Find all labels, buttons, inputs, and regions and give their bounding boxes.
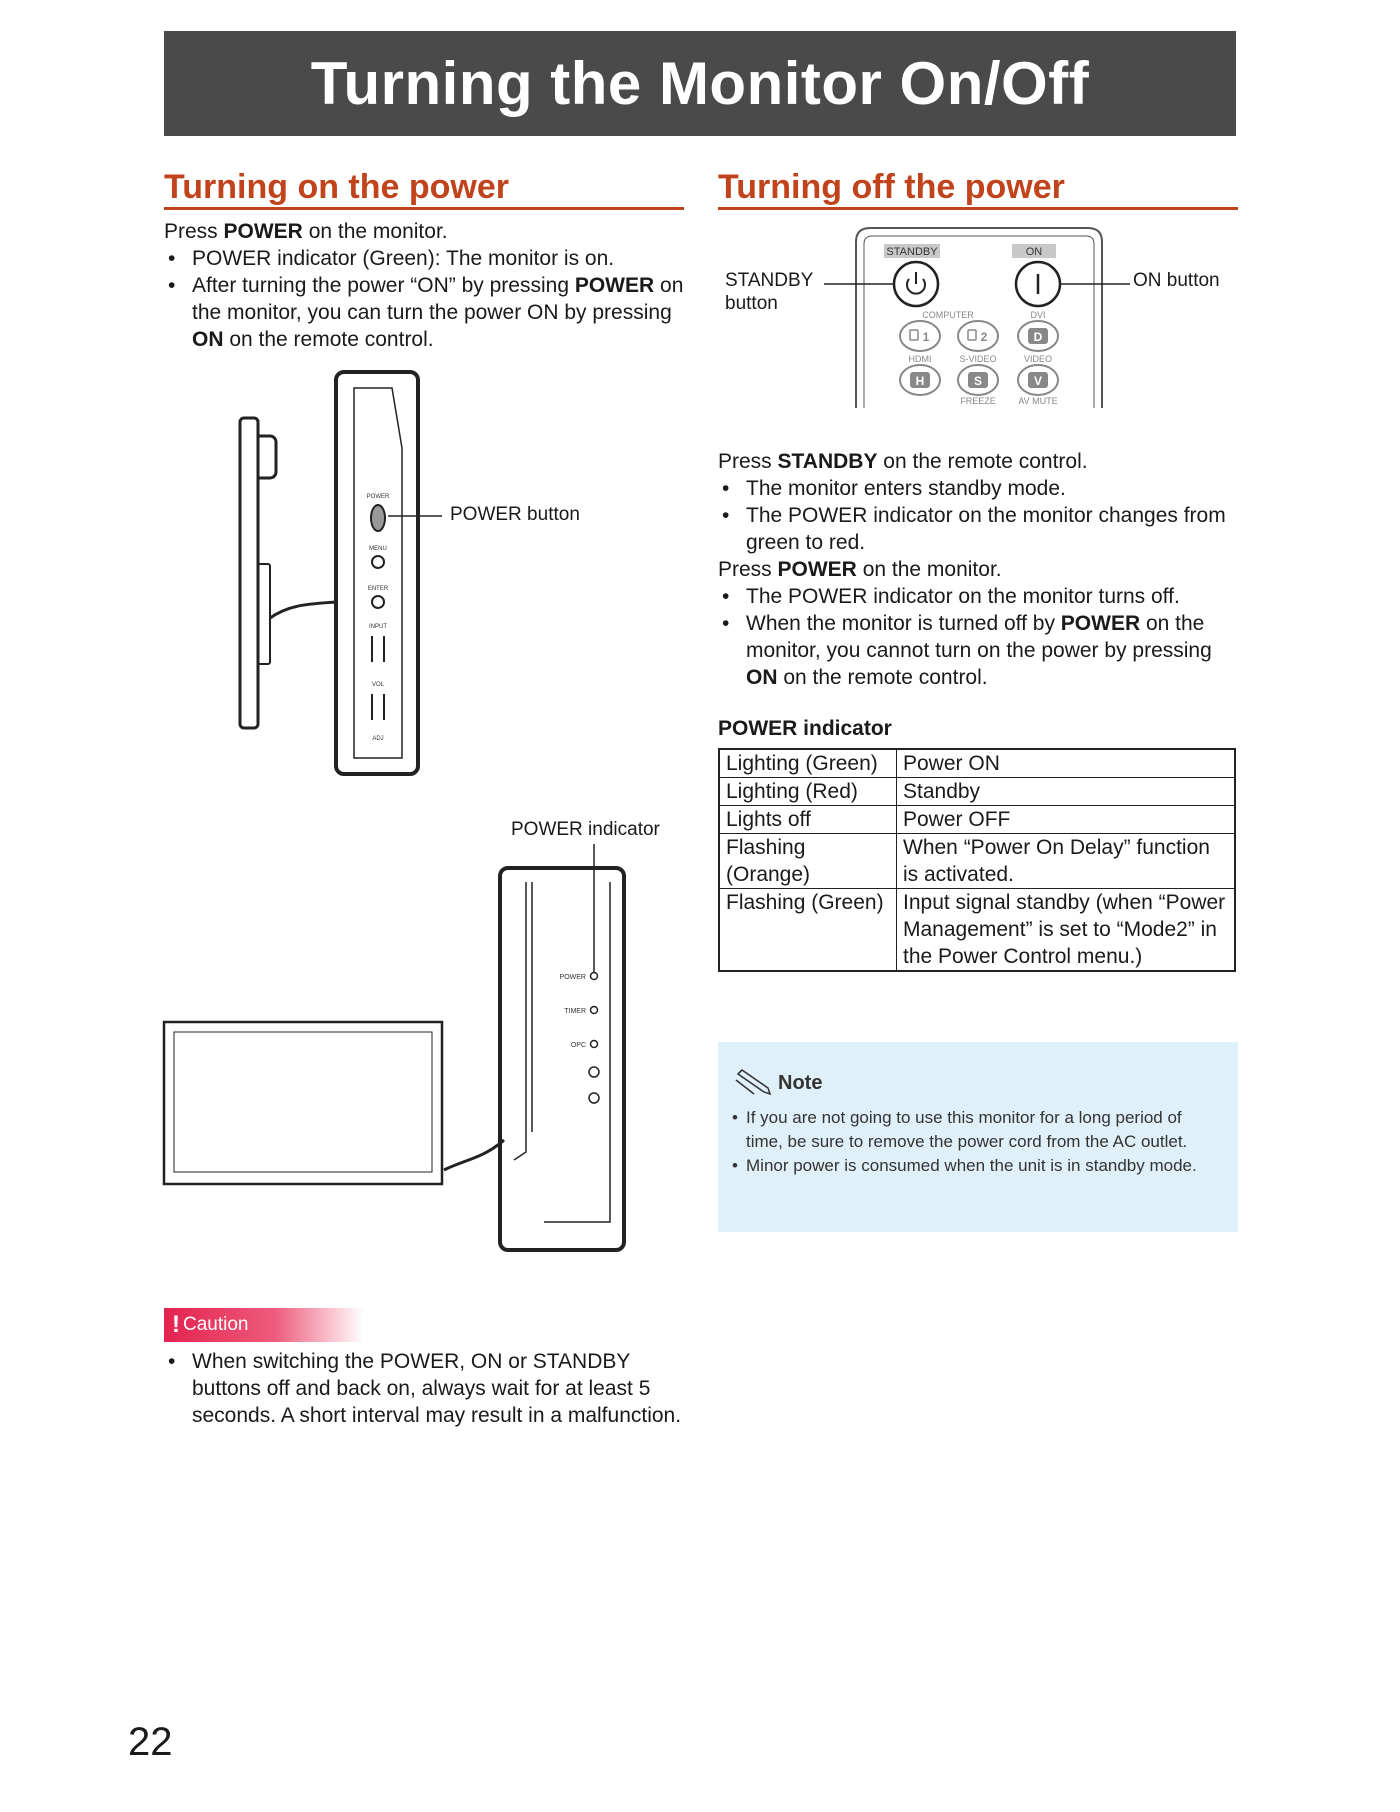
remote-btn-1-text: 1: [922, 330, 930, 344]
left-column: [164, 168, 684, 353]
remote-standby-text: STANDBY: [886, 246, 938, 258]
remote-control-illustration: [854, 224, 1104, 408]
press-power-line: Press POWER on the monitor.: [718, 558, 1002, 581]
power-button-label: POWER button: [450, 504, 580, 525]
remote-btn-d-text: D: [1033, 330, 1043, 344]
turning-off-heading: Turning off the power: [718, 168, 1238, 210]
panel-label-power: POWER: [366, 494, 390, 500]
remote-video-text: VIDEO: [1023, 354, 1053, 364]
remote-avmute-text: AV MUTE: [1018, 396, 1058, 406]
press-standby-line: Press STANDBY on the remote control.: [718, 450, 1088, 473]
table-cell: Lights off: [719, 806, 897, 834]
front-label-opc: OPC: [570, 1042, 586, 1049]
power-indicator-table: [718, 748, 1236, 972]
monitor-side-view-illustration: [230, 368, 430, 780]
turning-on-heading: Turning on the power: [164, 168, 684, 210]
remote-btn-h-text: H: [915, 374, 925, 388]
pencil-icon: [734, 1068, 774, 1098]
caution-title: Caution: [183, 1314, 249, 1335]
panel-label-vol: VOL: [371, 682, 385, 688]
table-cell: Lighting (Green): [719, 749, 897, 778]
list-item: • The monitor enters standby mode.: [718, 475, 1238, 502]
table-row: [719, 806, 1235, 834]
table-cell: Flashing (Green): [719, 889, 897, 972]
panel-label-adj: ADJ: [372, 736, 384, 742]
note-heading: [734, 1068, 822, 1098]
table-cell: Lighting (Red): [719, 778, 897, 806]
remote-btn-2-text: 2: [980, 330, 988, 344]
table-row: [719, 889, 1235, 972]
list-item: • If you are not going to use this monitor for a long period of time, be sure to remove the power cord from the AC outlet.: [732, 1106, 1222, 1154]
table-row: [719, 778, 1235, 806]
table-cell: Power OFF: [897, 806, 1236, 834]
remote-freeze-text: FREEZE: [960, 396, 996, 406]
caution-badge: [164, 1308, 364, 1342]
table-row: [719, 749, 1235, 778]
note-box: [718, 1042, 1238, 1232]
page-number: 22: [128, 1720, 173, 1764]
exclamation-icon: !: [172, 1311, 180, 1338]
power-indicator-label: POWER indicator: [511, 819, 660, 840]
list-item: • The POWER indicator on the monitor turns off.: [718, 583, 1238, 610]
turning-off-body: [718, 448, 1238, 972]
note-title: Note: [778, 1071, 823, 1094]
list-item: • Minor power is consumed when the unit is in standby mode.: [732, 1154, 1222, 1178]
standby-button: [894, 262, 938, 306]
remote-on-text: ON: [1025, 246, 1043, 258]
table-cell: Input signal standby (when “Power Management” is set to “Mode2” in the Power Control menu.): [897, 889, 1236, 972]
standby-button-label: STANDBY button: [725, 270, 814, 314]
panel-label-input: INPUT: [369, 624, 387, 630]
list-item: • After turning the power “ON” by pressing POWER on the monitor, you can turn the power ON by pressing ON on the remote control.: [164, 272, 684, 353]
page-banner: [164, 31, 1236, 136]
remote-btn-v-text: V: [1033, 374, 1043, 388]
right-column: [718, 168, 1238, 210]
panel-label-menu: MENU: [369, 546, 387, 552]
remote-btn-s-text: S: [973, 374, 983, 388]
power-indicator-table-title: POWER indicator: [718, 717, 892, 740]
list-item: • The POWER indicator on the monitor changes from green to red.: [718, 502, 1238, 556]
caution-body: [164, 1348, 684, 1429]
list-item: • When the monitor is turned off by POWER on the monitor, you cannot turn on the power by pressing ON on the remote control.: [718, 610, 1238, 691]
table-cell: Flashing (Orange): [719, 834, 897, 889]
turning-on-body: [164, 218, 684, 353]
list-item: • POWER indicator (Green): The monitor is on.: [164, 245, 684, 272]
remote-svideo-text: S-VIDEO: [959, 354, 997, 364]
on-button-label: ON button: [1133, 270, 1220, 291]
table-row: [719, 834, 1235, 889]
remote-hdmi-text: HDMI: [908, 354, 932, 364]
remote-dvi-text: DVI: [1030, 310, 1046, 320]
front-label-timer: TIMER: [564, 1008, 586, 1015]
page-title: Turning the Monitor On/Off: [310, 50, 1090, 117]
table-cell: When “Power On Delay” function is activated.: [897, 834, 1236, 889]
table-cell: Power ON: [897, 749, 1236, 778]
remote-computer-text: COMPUTER: [922, 310, 974, 320]
monitor-front-view-illustration: [164, 842, 634, 1254]
panel-label-enter: ENTER: [367, 586, 389, 592]
front-label-power: POWER: [559, 974, 586, 981]
turn-on-intro: Press POWER on the monitor.: [164, 220, 448, 243]
on-button: [1016, 262, 1060, 306]
table-cell: Standby: [897, 778, 1236, 806]
list-item: • When switching the POWER, ON or STANDBY buttons off and back on, always wait for at least 5 seconds. A short interval may result in a malfunction.: [164, 1348, 684, 1429]
